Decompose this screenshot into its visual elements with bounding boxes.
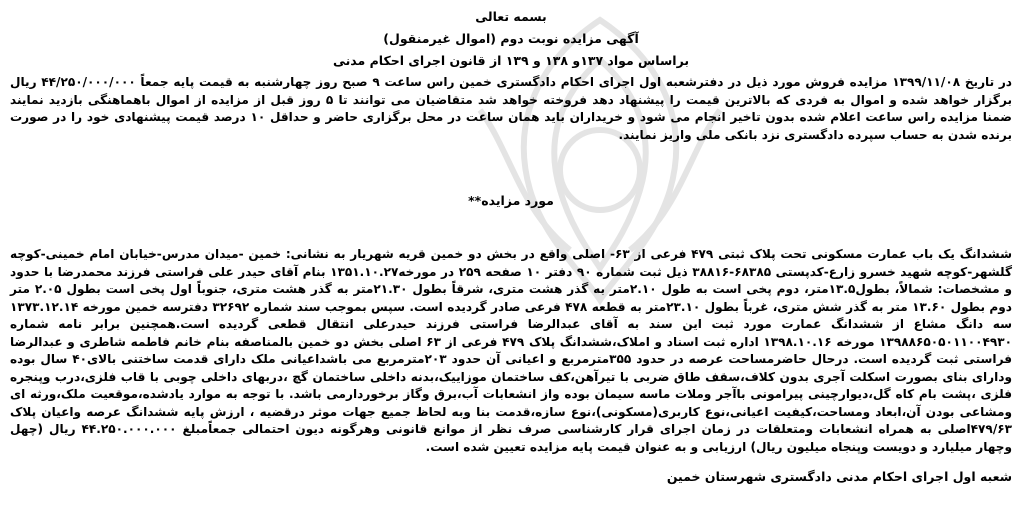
issuing-office-signature: شعبه اول اجرای احکام مدنی دادگستری شهرستان خمین	[666, 469, 1012, 484]
bismillah-heading: بسمه تعالی	[475, 9, 547, 24]
intro-paragraph: در تاریخ ۱۳۹۹/۱۱/۰۸ مزایده فروش مورد ذیل در دفترشعبه اول اجرای احکام دادگستری خمین راس ساعت ۹ صبح روز چهارشنبه به قیمت پایه جمعاً ۴۴/۲۵۰/۰۰۰/۰۰۰ ریال برگزار خواهد شده و اموال به فردی که بالاترین قیمت را پیشنهاد دهد فروخته خواهد شد متقاضیان می توانند تا ۵ روز قبل از مزایده از اموال باهماهنگی بازدید نمایند ضمنا مزایده راس ساعت اعلام شده بدون تاخیر انجام می شود و خریداران باید همان ساعت در محل برگزاری حاضر و حداقل ۱۰ درصد قیمت پیشنهادی خود را در صورت برنده شدن به حساب سپرده دادگستری نزد بانکی ملی واریز نمایند.	[10, 75, 1013, 142]
announcement-title: آگهی مزایده نوبت دوم (اموال غیرمنقول)	[383, 31, 639, 46]
auction-item-heading: مورد مزایده**	[468, 193, 554, 208]
property-details-paragraph: ششدانگ یک باب عمارت مسکونی تحت پلاک ثبتی ۴۷۹ فرعی از ۶۳- اصلی واقع در بخش دو خمین قریه شهریار به نشانی: خمین -میدان مدرس-خیابان امام خمینی-کوچه گلشهر-کوچه شهید خسرو زارع-کدپستی ۶۸۳۸۵-۳۸۸۱۶ ذیل ثبت شماره ۹۰ دفتر ۱۰ صفحه ۲۵۹ در مورخه۱۳۵۱.۱۰.۲۷ بنام آقای حیدر علی فراستی فرزند محمدرضا با حدود و مشخصات: شمالاً، بطول۱۳.۵متر، دوم پخی است به طول ۲.۱۰متر به گذر هشت متری، شرقاً بطول ۲۱.۳۰متر به گذر هشت متری، جنوباً اول پخی است بطول ۲.۰۵ متر دوم بطول ۱۳.۶۰ متر به گذر شش متری، غرباً بطول ۲۳.۱۰متر به قطعه ۴۷۸ فرعی صادر گردیده است. سپس بموجب سند شماره ۳۲۶۹۲ دفترسه خمین مورخه ۱۳۷۳.۱۲.۱۴ سه دانگ مشاع از ششدانگ عمارت مورد ثبت این سند به آقای عبدالرضا فراستی فرزند حیدرعلی انتقال قطعی گردیده است.همچنین برابر نامه شماره ۱۳۹۸۸۶۵۰۵۰۱۱۰۰۴۹۳۰ مورخه ۱۳۹۸.۱۰.۱۶ اداره ثبت اسناد و املاک،ششدانگ پلاک ۴۷۹ فرعی از ۶۳ اصلی بخش دو خمین بالمناصفه بنام خانم فاطمه شاطری و عبدالرضا فراستی ثبت گردیده است. درحال حاضرمساحت عرصه در حدود ۳۵۵مترمربع و اعیانی آن حدود ۲۰۳مترمربع می باشداعیانی ملک دارای قدمت ساختنی بالای۴۰ سال بوده ودارای بنای بصورت اسکلت آجری بدون کلاف،سقف طاق ضربی با تیرآهن،کف ساختمان موزاییک،بدنه داخلی ساختمان گچ ،دربهای داخلی چوبی با قاب فلزی،درب وپنجره فلزی ،پشت بام کاه گل،دیوارچینی پیرامونی باآجر وملات ماسه سیمان بوده واز انشعابات آب،برق وگاز برخوردارمی باشد. با توجه به موارد یادشده،موقعیت ملک،ورثه ای ومشاعی بودن آن،ابعاد ومساحت،کیفیت اعیانی،نوع کاربری(مسکونی)،نوع سازه،قدمت بنا وبه لحاظ جمیع جهات موثر درقضیه ، ارزش پایه ششدانگ عرصه واعیان پلاک ۴۷۹/۶۳اصلی به همراه انشعابات ومتعلقات در زمان اجرای قرار کارشناسی صرف نظر از موانع قانونی وهرگونه دیون احتمالی جمعاًمبلغ ۴۴.۲۵۰.۰۰۰.۰۰۰ ریال (چهل وچهار میلیارد و دویست وپنجاه میلیون ریال) ارزیابی و به عنوان قیمت پایه مزایده تعیین شده است.	[10, 247, 1013, 454]
legal-basis-line: براساس مواد ۱۳۷و ۱۳۸ و ۱۳۹ از قانون اجرای احکام مدنی	[332, 53, 690, 68]
